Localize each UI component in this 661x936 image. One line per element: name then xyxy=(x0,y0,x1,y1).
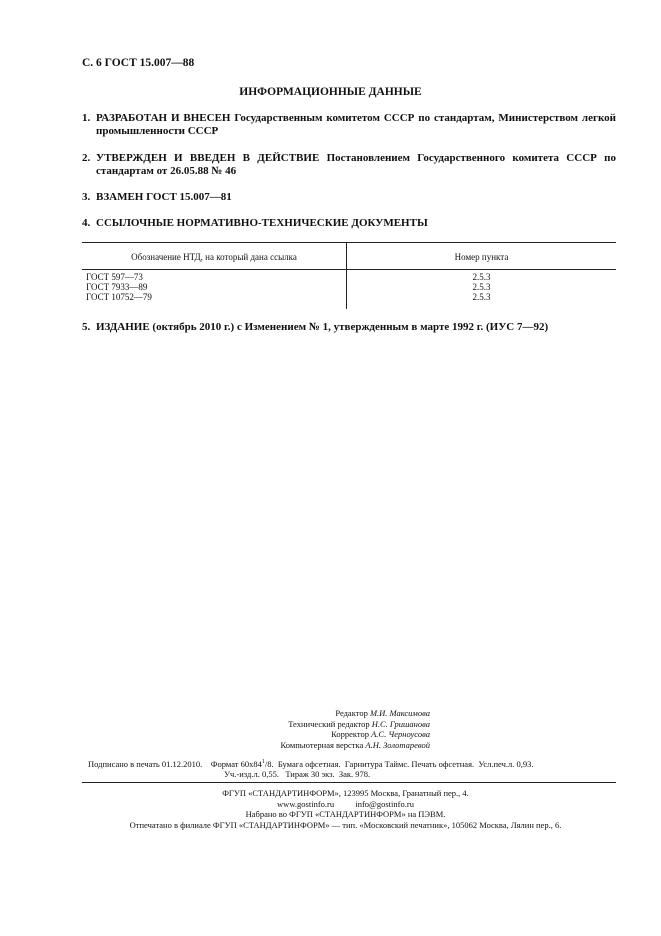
table-row xyxy=(82,282,616,292)
table-header-designation: Обозначение НТД, на который дана ссылка xyxy=(131,252,297,262)
info-item-4 xyxy=(82,217,616,230)
print-details-text: Подписано в печать 01.12.2010. Формат 60x84 xyxy=(88,758,262,769)
print-details-text: /8. Бумага офсетная. Гарнитура Таймс. Печать офсетная. Усл.печ.л. 0,93. xyxy=(264,758,534,769)
info-item-2 xyxy=(82,152,616,178)
credit-name: А.С. Черноусова xyxy=(371,729,430,739)
item-number: 4. xyxy=(82,217,91,229)
publisher-block xyxy=(80,788,611,830)
table-cell-clause: 2.5.3 xyxy=(472,282,491,292)
print-details-line-2: Уч.-изд.л. 0,55. Тираж 30 экз. Зак. 978. xyxy=(224,769,371,780)
section-title: ИНФОРМАЦИОННЫЕ ДАННЫЕ xyxy=(239,86,422,98)
table-row xyxy=(82,272,616,282)
item-text: РАЗРАБОТАН И ВНЕСЕН Государственным комитетом СССР по стандартам, Министерством легкой промышленности СССР xyxy=(96,112,616,137)
credit-name: А.Н. Золотаревой xyxy=(365,739,430,750)
info-item-5 xyxy=(82,321,616,334)
info-item-1 xyxy=(82,112,616,138)
credit-line xyxy=(230,740,430,751)
credits-block xyxy=(230,708,430,750)
credit-line xyxy=(230,719,430,730)
item-number: 1. xyxy=(82,112,91,124)
credit-role: Компьютерная верстка xyxy=(280,739,364,750)
publisher-web-line: www.gostinfo.ru info@gostinfo.ru xyxy=(277,798,414,809)
publisher-line: Набрано во ФГУП «СТАНДАРТИНФОРМ» на ПЭВМ. xyxy=(245,809,446,819)
format-superscript: 1 xyxy=(261,759,265,765)
publisher-line: Отпечатано в филиале ФГУП «СТАНДАРТИНФОРМ» — тип. «Московский печатник», 105062 Москва, Лялин пер., 6. xyxy=(129,819,562,830)
credit-role: Технический редактор xyxy=(288,718,370,729)
credit-line xyxy=(230,729,430,740)
imprint-divider xyxy=(82,782,616,783)
credit-role: Корректор xyxy=(331,729,369,739)
credit-role: Редактор xyxy=(335,708,368,718)
table-cell-clause: 2.5.3 xyxy=(472,272,491,282)
publisher-line: ФГУП «СТАНДАРТИНФОРМ», 123995 Москва, Гранатный пер., 4. xyxy=(222,788,469,798)
item-number: 5. xyxy=(82,321,91,333)
table-header-clause: Номер пункта xyxy=(454,252,509,262)
item-text: ИЗДАНИЕ (октябрь 2010 г.) с Изменением № 1, утвержденным в марте 1992 г. (ИУС 7—92) xyxy=(96,321,549,333)
table-row xyxy=(82,292,616,302)
credit-name: Н.С. Гришанова xyxy=(371,718,430,729)
page-header: С. 6 ГОСТ 15.007—88 xyxy=(82,57,195,69)
item-text: ССЫЛОЧНЫЕ НОРМАТИВНО-ТЕХНИЧЕСКИЕ ДОКУМЕНТЫ xyxy=(96,217,428,229)
item-text: УТВЕРЖДЕН И ВВЕДЕН В ДЕЙСТВИЕ Постановлением Государственного комитета СССР по стандартам от 26.05.88 № 46 xyxy=(96,152,616,177)
credit-line xyxy=(230,708,430,719)
item-number: 2. xyxy=(82,152,91,164)
table-cell-designation: ГОСТ 10752—79 xyxy=(86,292,152,302)
table-cell-clause: 2.5.3 xyxy=(472,292,491,302)
table-cell-designation: ГОСТ 597—73 xyxy=(86,272,143,282)
item-number: 3. xyxy=(82,191,91,203)
reference-table xyxy=(82,242,616,309)
print-details-line-1 xyxy=(88,757,601,769)
credit-name: М.И. Максимова xyxy=(369,708,430,718)
table-cell-designation: ГОСТ 7933—89 xyxy=(86,282,148,292)
info-item-3 xyxy=(82,191,616,204)
table-header xyxy=(82,243,616,270)
print-details xyxy=(88,757,601,780)
item-text: ВЗАМЕН ГОСТ 15.007—81 xyxy=(96,191,232,203)
